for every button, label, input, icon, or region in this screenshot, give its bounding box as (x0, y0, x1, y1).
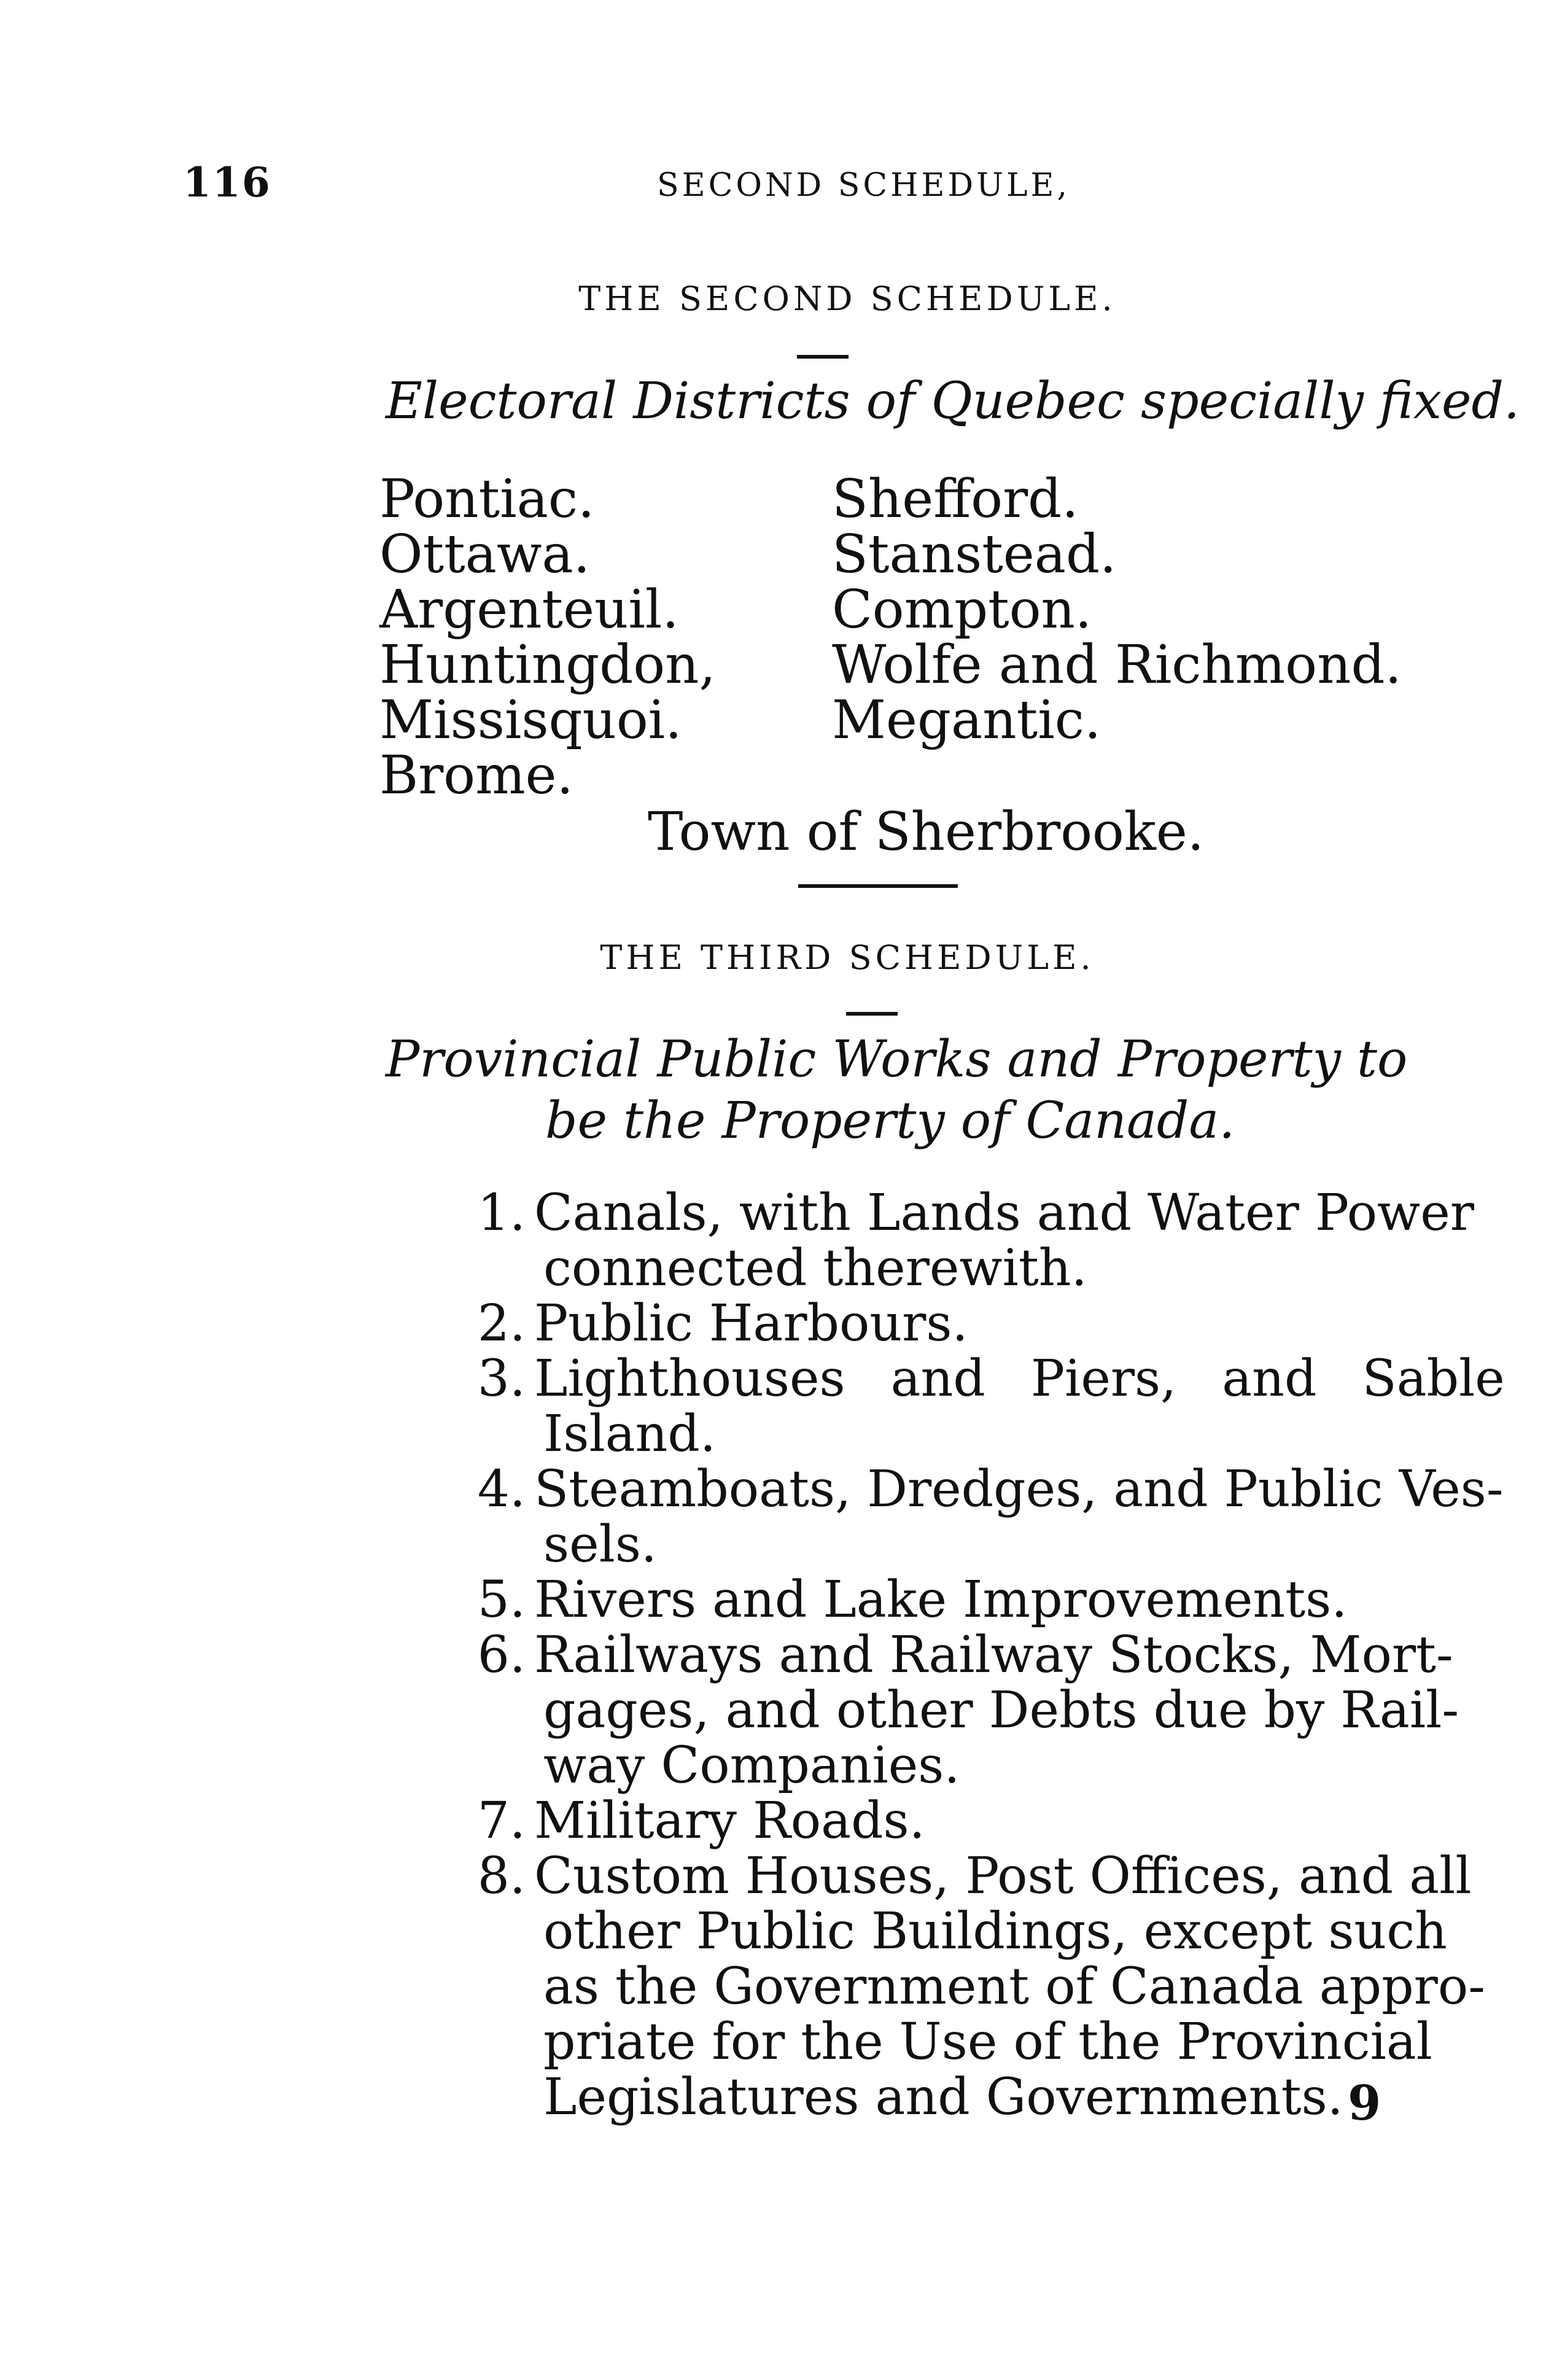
list-item-line: Public Harbours. (534, 1294, 968, 1353)
town-of-sherbrooke: Town of Sherbrooke. (648, 801, 1205, 863)
list-item-number: 2. (477, 1294, 526, 1353)
list-item-line: Custom Houses, Post Offices, and all (534, 1847, 1472, 1905)
list-item-number: 5. (477, 1571, 526, 1629)
second-schedule-subtitle: Electoral Districts of Quebec specially fixed. (386, 372, 1520, 430)
running-head: SECOND SCHEDULE, (657, 167, 1070, 204)
list-item-number: 1. (477, 1184, 526, 1242)
third-schedule-subtitle-line-2: be the Property of Canada. (545, 1092, 1235, 1150)
district-item: Compton. (832, 579, 1092, 640)
list-item-line: Rivers and Lake Improvements. (534, 1571, 1348, 1629)
list-item-line: Steamboats, Dredges, and Public Ves- (534, 1460, 1504, 1519)
district-item: Shefford. (832, 469, 1079, 530)
district-item: Wolfe and Richmond. (832, 634, 1402, 696)
list-item-line: Military Roads. (534, 1792, 925, 1850)
district-item: Huntingdon, (379, 634, 716, 696)
list-item-line: priate for the Use of the Provincial (543, 2013, 1432, 2071)
list-item-line: connected therewith. (543, 1239, 1087, 1297)
district-item: Stanstead. (832, 524, 1117, 585)
second-schedule-title: THE SECOND SCHEDULE. (578, 279, 1116, 318)
list-item-line: Lighthouses and Piers, and Sable (534, 1350, 1505, 1408)
list-item-line: Railways and Railway Stocks, Mort- (534, 1626, 1453, 1684)
printer-signature-mark: 9 (1348, 2075, 1381, 2131)
list-item-number: 6. (477, 1626, 526, 1684)
list-item-number: 7. (477, 1792, 526, 1850)
list-item-line: gages, and other Debts due by Rail- (543, 1681, 1459, 1740)
list-item-number: 8. (477, 1847, 526, 1905)
title-rule (797, 355, 849, 359)
list-item-line: sels. (543, 1515, 657, 1574)
list-item-line: Legislatures and Governments. (543, 2068, 1343, 2126)
third-schedule-title: THE THIRD SCHEDULE. (600, 938, 1095, 977)
district-item: Megantic. (832, 690, 1101, 751)
page-number: 116 (183, 158, 271, 206)
district-item: Missisquoi. (379, 690, 682, 751)
title-rule (846, 1012, 898, 1016)
list-item-line: Island. (543, 1405, 716, 1463)
list-item-line: way Companies. (543, 1736, 960, 1795)
district-item: Brome. (379, 745, 573, 806)
section-divider (798, 884, 958, 888)
district-item: Pontiac. (379, 469, 595, 530)
list-item-line: as the Government of Canada appro- (543, 1958, 1485, 2016)
list-item-number: 4. (477, 1460, 526, 1519)
list-item-line: Canals, with Lands and Water Power (534, 1184, 1474, 1242)
list-item-number: 3. (477, 1350, 526, 1408)
district-item: Ottawa. (379, 524, 591, 585)
list-item-line: other Public Buildings, except such (543, 1902, 1447, 1961)
third-schedule-subtitle-line-1: Provincial Public Works and Property to (386, 1030, 1408, 1089)
district-item: Argenteuil. (379, 579, 679, 640)
